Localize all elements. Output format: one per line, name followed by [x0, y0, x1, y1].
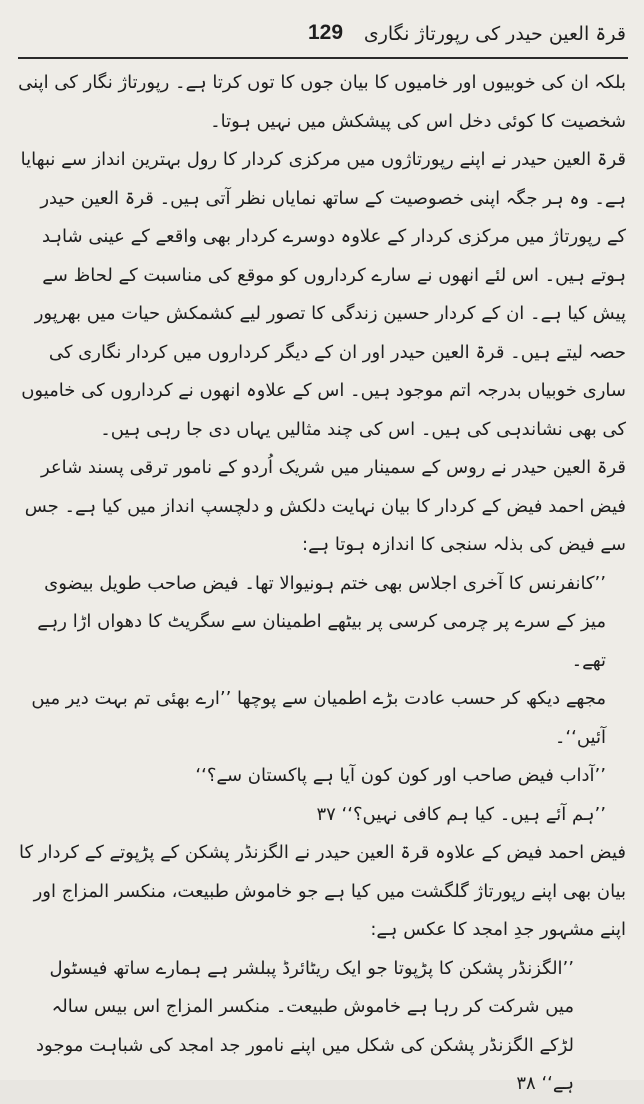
paragraph-1: بلکہ ان کی خوبیوں اور خامیوں کا بیان جوں کا توں کرتا ہے۔ رپورتاژ نگار کی اپنی شخصیت کا کوئی دخل اس کی پیشکش میں نہیں ہوتا۔	[18, 72, 626, 132]
page-header	[20, 18, 626, 52]
page-number: 129	[308, 21, 344, 44]
quote-line-4: ’’ہم آئے ہیں۔ کیا ہم کافی نہیں؟‘‘ ۳۷	[316, 803, 606, 825]
quote-line-2: مجھے دیکھ کر حسب عادت بڑے اطمیان سے پوچھا ’’ارے بھئی تم بہت دیر میں آئیں‘‘۔	[31, 688, 606, 748]
running-title: قرۃ العین حیدر کی رپورتاژ نگاری	[363, 23, 626, 45]
paragraph-3: قرۃ العین حیدر نے روس کے سمینار میں شریک اُردو کے نامور ترقی پسند شاعر فیض احمد فیض کے کردار کا بیان نہایت دلکش و دلچسپ انداز میں کیا ہے۔ جس سے فیض کی بذلہ سنجی کا اندازہ ہوتا ہے:	[24, 457, 626, 555]
paragraph-2: قرۃ العین حیدر نے اپنے رپورتاژوں میں مرکزی کردار کا رول بہترین انداز سے نبھایا ہے۔ وہ ہر جگہ اپنی خصوصیت کے ساتھ نمایاں نظر آتی ہیں۔ قرۃ العین حیدر کے رپورتاژ میں مرکزی کردار کے علاوہ دوسرے کردار بھی واقعے کے عینی شاہد ہوتے ہیں۔ اس لئے انھوں نے سارے کرداروں کو موقع کی مناسبت کے لحاظ سے پیش کیا ہے۔ ان کے کردار حسین زندگی کا تصور لیے کشمکش حیات میں بھرپور حصہ لیتے ہیں۔ قرۃ العین حیدر اور ان کے دیگر کرداروں میں کردار نگاری کی ساری خوبیاں بدرجہ اتم موجود ہیں۔ اس کے علاوہ انھوں نے کرداروں کی خامیوں کی بھی نشاندہی کی ہیں۔ اس کی چند مثالیں یہاں دی جا رہی ہیں۔	[20, 149, 626, 440]
quote-block-2: ’’الگزنڈر پشکن کا پڑپوتا جو ایک ریٹائرڈ پبلشر ہے ہمارے ساتھ فیسٹول میں شرکت کر رہا ہے خاموش طبیعت۔ منکسر المزاج اس بیس سالہ لڑکے الگزنڈر پشکن کی شکل میں اپنے نامور جد امجد کی شباہت موجود ہے‘‘ ۳۸	[36, 957, 574, 1094]
page-body	[18, 64, 626, 1094]
paragraph-4: فیض احمد فیض کے علاوہ قرۃ العین حیدر نے الگزنڈر پشکن کے پڑپوتے کے کردار کا بیان بھی اپنے رپورتاژ گلگشت میں کیا ہے جو خاموش طبیعت، منکسر المزاج اور اپنے مشہور جدِ امجد کا عکس ہے:	[19, 842, 626, 940]
quote-line-1: ’’کانفرنس کا آخری اجلاس بھی ختم ہونیوالا تھا۔ فیض صاحب طویل بیضوی میز کے سرے پر چرمی کرسی پر بیٹھے اطمینان سے سگریٹ کا دھواں اڑا رہے تھے۔	[37, 572, 606, 671]
quote-line-3: ’’آداب فیض صاحب اور کون کون آیا ہے پاکستان سے؟‘‘	[195, 765, 606, 786]
header-rule	[18, 57, 628, 59]
